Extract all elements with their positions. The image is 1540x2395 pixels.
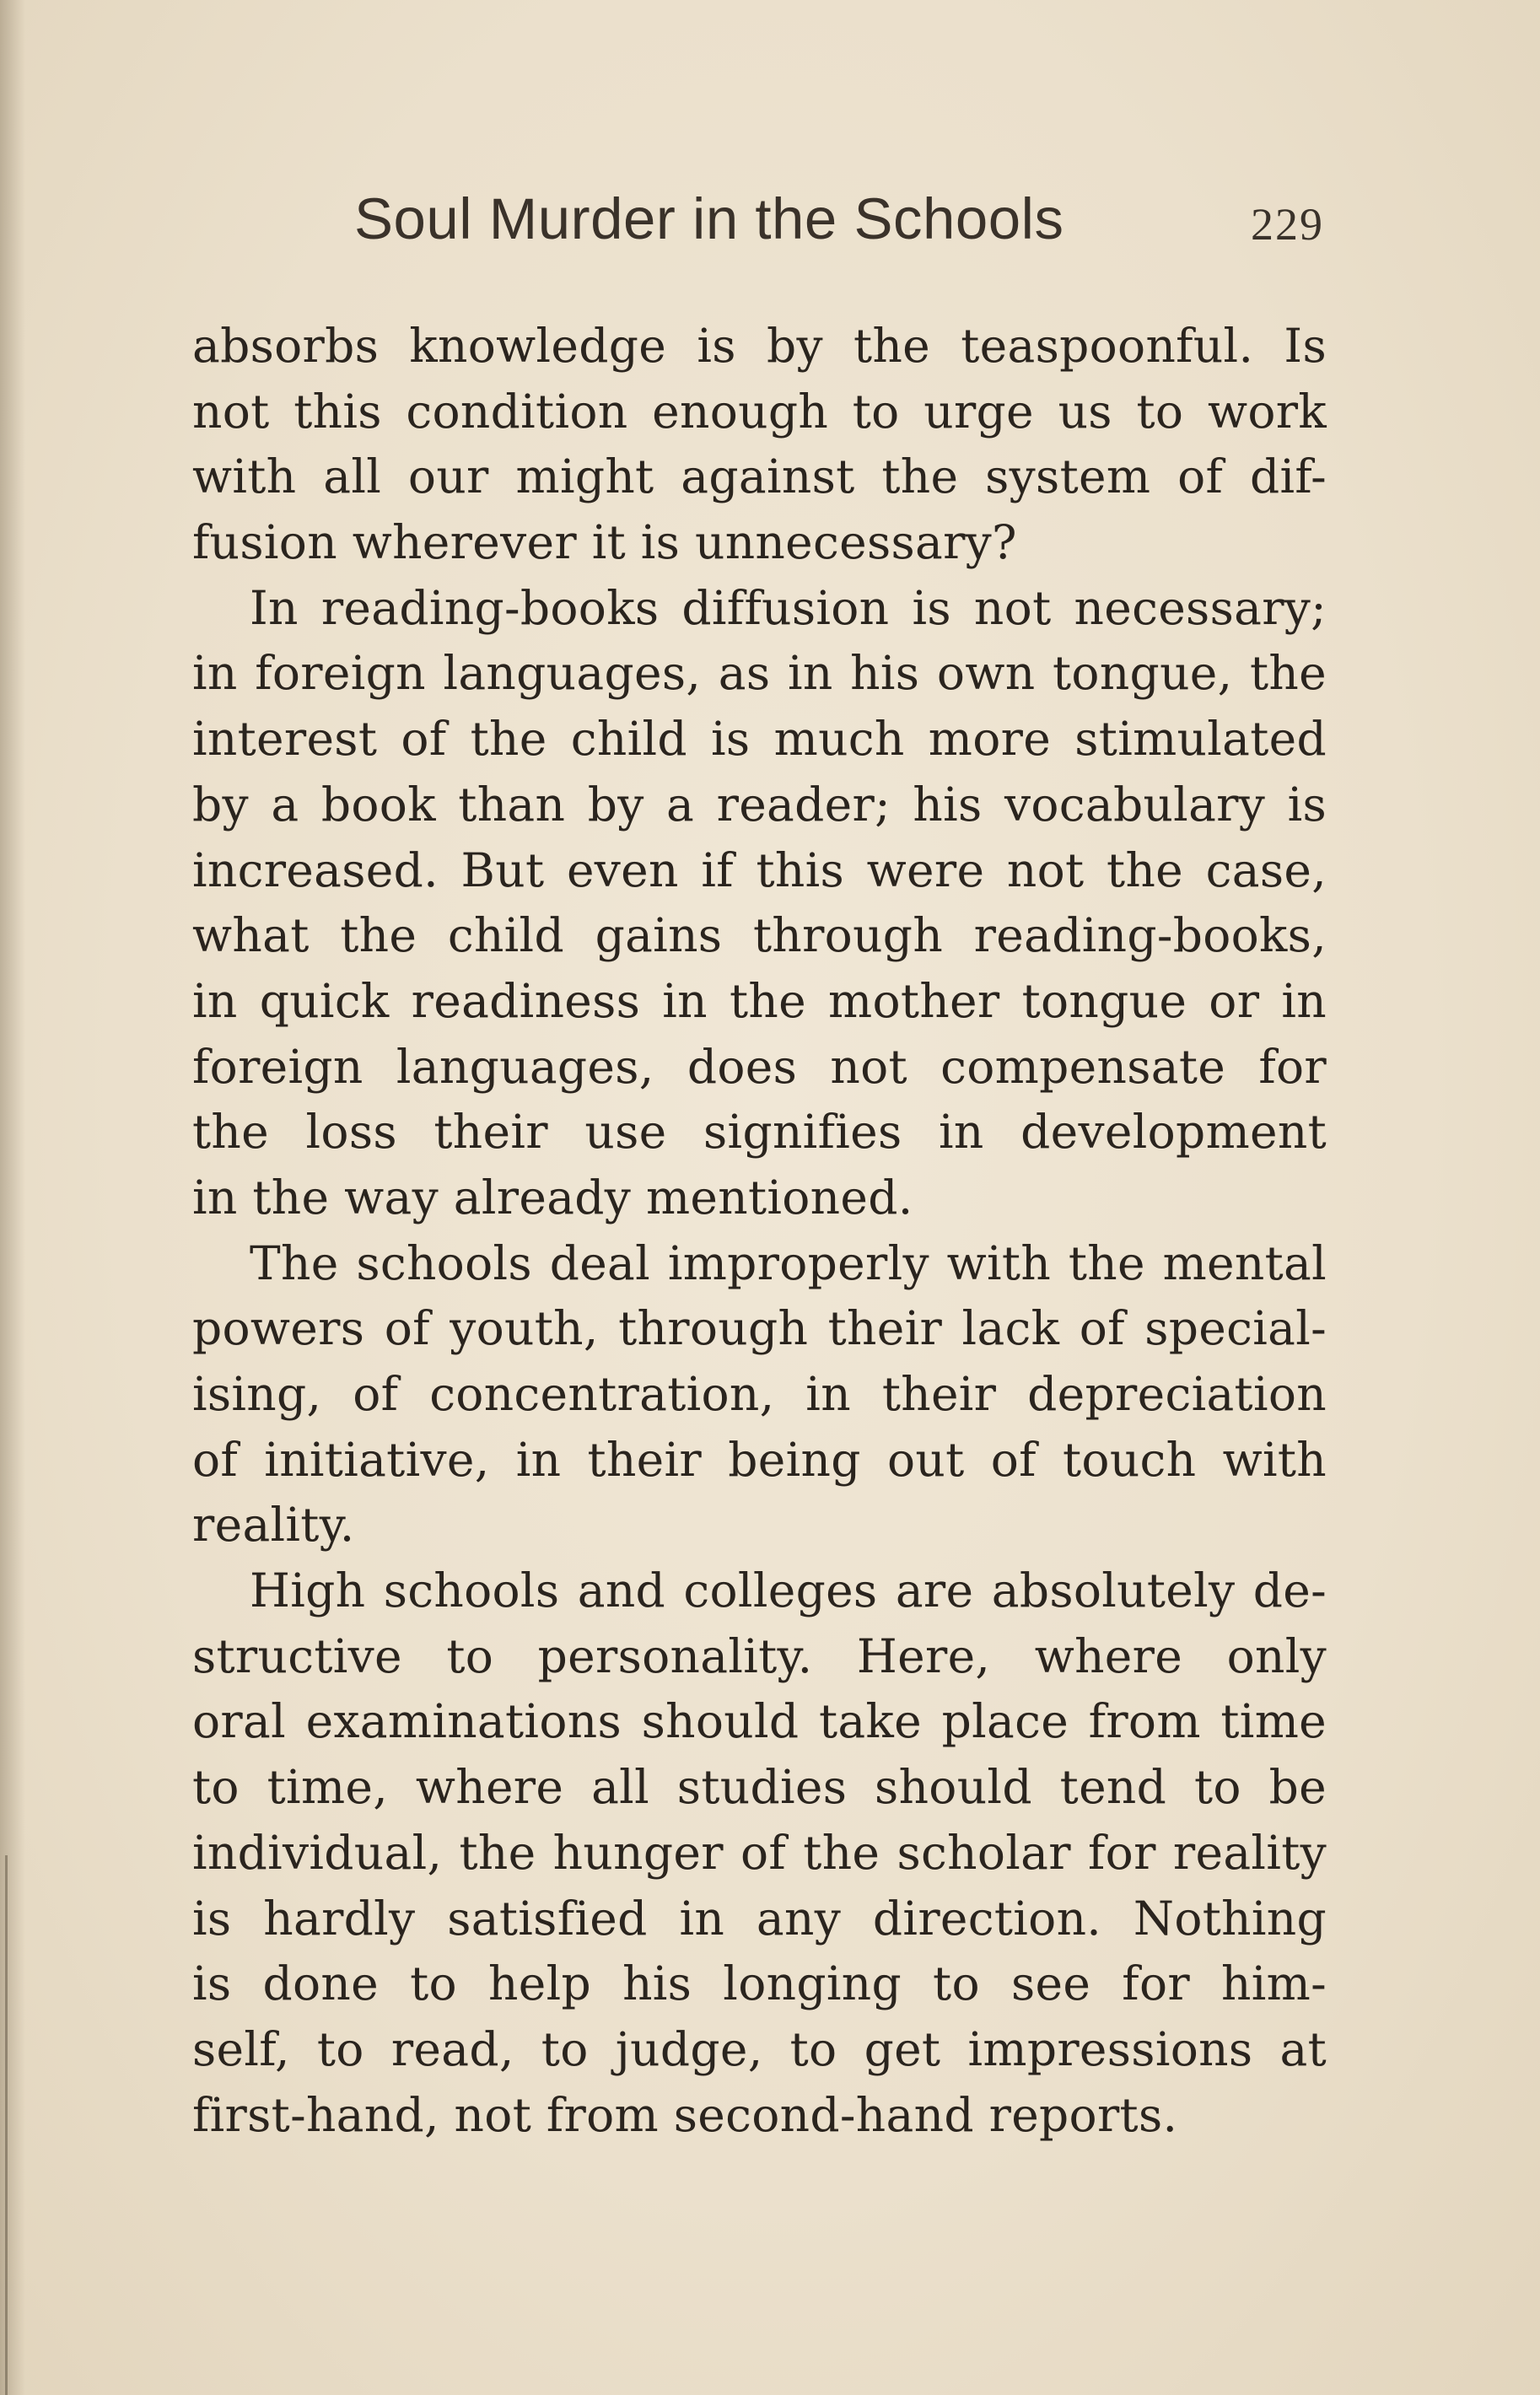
text-line: interest of the child is much more stimulated [192, 712, 1327, 767]
text-line: foreign languages, does not compensate for [192, 1039, 1327, 1094]
text-line: reality. [192, 1498, 355, 1553]
text-line: not this condition enough to urge us to work [192, 384, 1327, 439]
text-line: in the way already mentioned. [192, 1170, 913, 1224]
text-line: fusion wherever it is unnecessary? [192, 515, 1017, 570]
paragraph-first-line: The schools deal improperly with the mental [250, 1235, 1327, 1290]
page-number: 229 [1251, 199, 1324, 250]
text-line: individual, the hunger of the scholar for reality [192, 1825, 1327, 1880]
text-line: is hardly satisfied in any direction. Nothing [192, 1891, 1327, 1946]
running-title: Soul Murder in the Schools [354, 186, 1064, 251]
text-line: first-hand, not from second-hand reports. [192, 2087, 1178, 2142]
text-line: structive to personality. Here, where only [192, 1628, 1327, 1683]
text-line: self, to read, to judge, to get impressions at [192, 2021, 1327, 2076]
text-line: with all our might against the system of dif- [192, 449, 1327, 504]
text-line: increased. But even if this were not the case, [192, 842, 1327, 897]
text-line: in quick readiness in the mother tongue or in [192, 973, 1327, 1028]
text-line: the loss their use signifies in development [192, 1105, 1327, 1160]
text-line: of initiative, in their being out of touch with [192, 1432, 1327, 1487]
text-line: absorbs knowledge is by the teaspoonful. Is [192, 319, 1327, 373]
paragraph-first-line: In reading-books diffusion is not necessary; [250, 580, 1327, 635]
text-line: powers of youth, through their lack of special- [192, 1301, 1327, 1356]
body-text [192, 314, 1327, 2148]
text-line: to time, where all studies should tend to be [192, 1760, 1327, 1815]
text-line: is done to help his longing to see for him- [192, 1956, 1327, 2011]
paragraph-first-line: High schools and colleges are absolutely de- [250, 1563, 1327, 1618]
text-line: by a book than by a reader; his vocabulary is [192, 777, 1327, 832]
text-line: oral examinations should take place from time [192, 1694, 1327, 1749]
binding-edge [5, 1855, 8, 2395]
text-line: in foreign languages, as in his own tongue, the [192, 646, 1327, 701]
running-head [354, 181, 1324, 257]
text-line: what the child gains through reading-books, [192, 908, 1327, 963]
binding-shadow [0, 0, 25, 2395]
text-line: ising, of concentration, in their depreciation [192, 1367, 1327, 1421]
